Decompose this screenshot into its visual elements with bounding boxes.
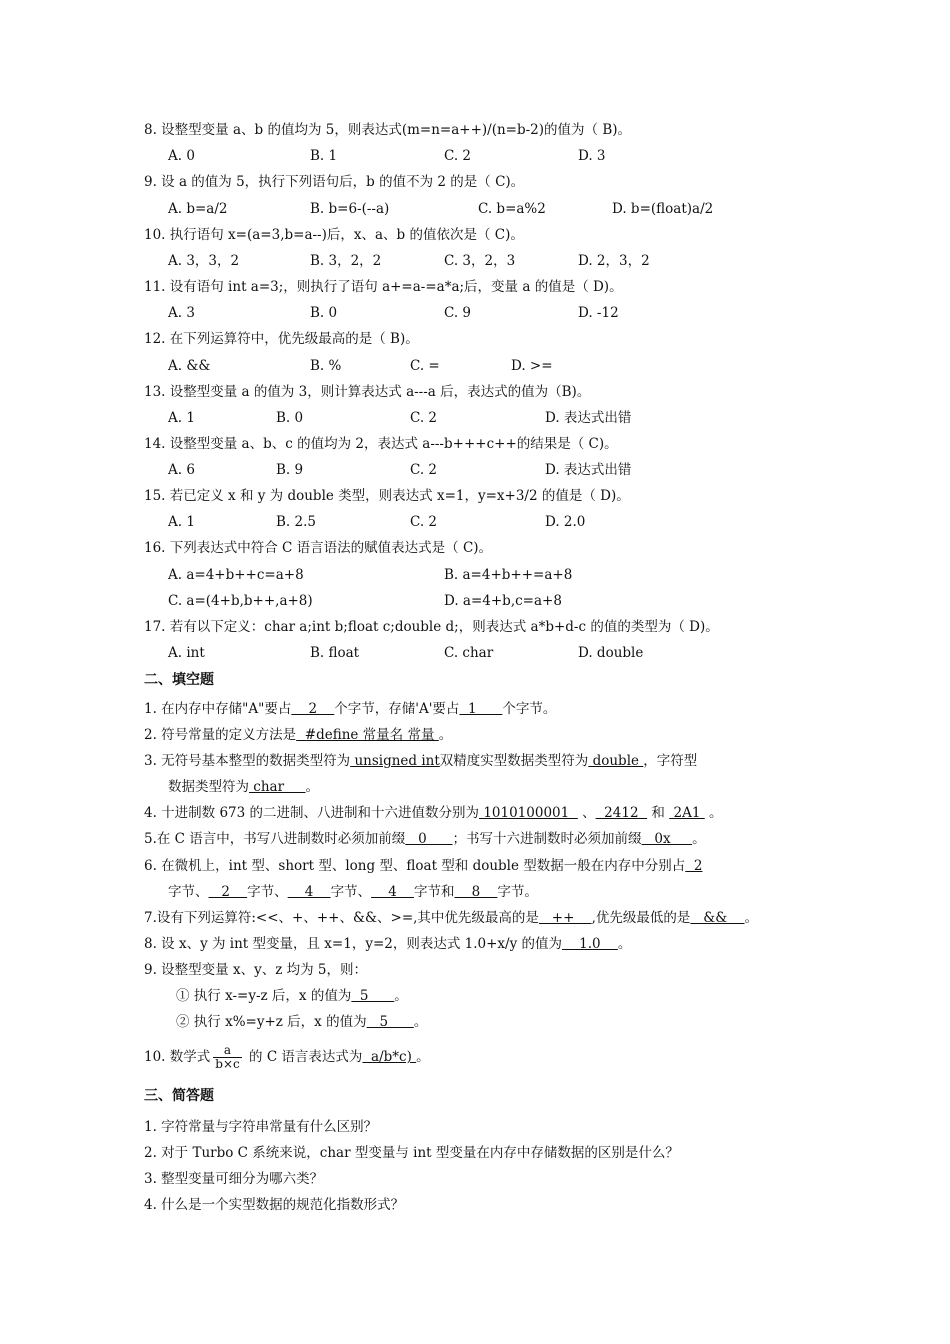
fill-1-text: 1. 在内存中存储"A"要占	[144, 701, 292, 717]
option-16c: C. a=(4+b,b++,a+8)	[168, 593, 313, 609]
fill-8-end: 。	[617, 936, 632, 952]
question-8: 8. 设整型变量 a、b 的值均为 5，则表达式(m=n=a++)/(n=b-2)的值为（ B)。	[144, 122, 632, 138]
option-14b: B. 9	[276, 462, 304, 478]
option-12b: B. %	[310, 358, 342, 374]
fill-9b-text: ② 执行 x%=y+z 后，x 的值为	[176, 1014, 367, 1030]
fill-9b-end: 。	[413, 1014, 428, 1030]
option-15c: C. 2	[410, 514, 438, 530]
fraction-denominator: b×c	[215, 1057, 240, 1071]
option-13c: C. 2	[410, 410, 438, 426]
fill-3-text: 3. 无符号基本整型的数据类型符为	[144, 753, 351, 769]
fill-3-blank-2: double	[588, 753, 644, 769]
fill-3-blank-3: char	[249, 779, 306, 795]
fill-8	[144, 934, 631, 954]
fill-7-blank-1: ++	[538, 910, 592, 926]
option-9d: D. b=(float)a/2	[612, 201, 714, 217]
fill-10-text-2: 的 C 语言表达式为	[244, 1049, 363, 1065]
fill-2-blank: #define 常量名 常量	[296, 727, 439, 743]
option-10c: C. 3，2，3	[444, 253, 516, 269]
option-13d: D. 表达式出错	[545, 410, 632, 426]
question-13: 13. 设整型变量 a 的值为 3，则计算表达式 a---a 后，表达式的值为（B)。	[144, 384, 591, 400]
fill-4-blank-2: 2412	[595, 805, 648, 821]
fill-1-text-3: 个字节。	[502, 701, 557, 717]
fill-3-text-2: 双精度实型数据类型符为	[439, 753, 589, 769]
short-question-2: 2. 对于 Turbo C 系统来说，char 型变量与 int 型变量在内存中存储数据的区别是什么？	[144, 1145, 679, 1161]
fill-9: 9. 设整型变量 x、y、z 均为 5，则：	[144, 962, 367, 978]
fill-10	[144, 1042, 430, 1072]
fill-6-line-2	[168, 882, 538, 902]
section-title-short: 三、简答题	[144, 1088, 214, 1104]
option-17d: D. double	[578, 645, 644, 661]
option-16b: B. a=4+b++=a+8	[444, 567, 573, 583]
option-15a: A. 1	[168, 514, 195, 530]
fill-6-end: 字节。	[497, 884, 538, 900]
fill-9b-blank: 5	[366, 1014, 414, 1030]
option-13b: B. 0	[276, 410, 304, 426]
fill-3-blank-1: unsigned int	[350, 753, 440, 769]
fill-2-end: 。	[438, 727, 453, 743]
fill-3-text-4: 数据类型符为	[168, 779, 249, 795]
fill-6-text-4: 字节、	[330, 884, 372, 900]
option-11c: C. 9	[444, 305, 472, 321]
option-11a: A. 3	[168, 305, 195, 321]
option-11b: B. 0	[310, 305, 338, 321]
fill-5-blank-2: 0x	[641, 831, 693, 847]
fill-1-blank-2: 1	[459, 701, 503, 717]
fill-7-blank-2: &&	[690, 910, 745, 926]
option-15d: D. 2.0	[545, 514, 586, 530]
fill-9a-blank: 5	[351, 988, 395, 1004]
fill-4-blank-1: 1010100001	[479, 805, 578, 821]
fill-6-text-2: 字节、	[168, 884, 209, 900]
short-question-1: 1. 字符常量与字符串常量有什么区别？	[144, 1119, 378, 1135]
fill-7-end: 。	[744, 910, 758, 926]
option-15b: B. 2.5	[276, 514, 316, 530]
fill-1	[144, 699, 556, 719]
fill-4	[144, 803, 723, 823]
option-16d: D. a=4+b,c=a+8	[444, 593, 562, 609]
question-12: 12. 在下列运算符中，优先级最高的是（ B)。	[144, 331, 419, 347]
fill-4-text: 4. 十进制数 673 的二进制、八进制和十六进值数分别为	[144, 805, 480, 821]
question-11: 11. 设有语句 int a=3;，则执行了语句 a+=a-=a*a;后，变量 a 的值是（ D)。	[144, 279, 623, 295]
fill-8-blank: 1.0	[562, 936, 618, 952]
fill-5-end: 。	[692, 831, 706, 847]
option-13a: A. 1	[168, 410, 195, 426]
question-10: 10. 执行语句 x=(a=3,b=a--)后，x、a、b 的值依次是（ C)。	[144, 227, 524, 243]
question-15: 15. 若已定义 x 和 y 为 double 类型，则表达式 x=1，y=x+3/2 的值是（ D)。	[144, 488, 630, 504]
fill-6-blank-5: 8	[454, 884, 498, 900]
fill-9-part-2	[176, 1012, 427, 1032]
fill-10-end: 。	[416, 1049, 430, 1065]
option-8d: D. 3	[578, 148, 606, 164]
short-question-4: 4. 什么是一个实型数据的规范化指数形式？	[144, 1197, 405, 1213]
option-9c: C. b=a%2	[478, 201, 546, 217]
option-14c: C. 2	[410, 462, 438, 478]
section-title-fill: 二、填空题	[144, 672, 214, 688]
fill-6-text: 6. 在微机上，int 型、short 型、long 型、float 型和 double 型数据一般在内存中分别占	[144, 858, 686, 874]
option-8b: B. 1	[310, 148, 338, 164]
fill-4-and: 和	[647, 805, 670, 821]
question-17: 17. 若有以下定义：char a;int b;float c;double d;，则表达式 a*b+d-c 的值的类型为（ D)。	[144, 619, 719, 635]
question-14: 14. 设整型变量 a、b、c 的值均为 2，表达式 a---b+++c++的结果是（ C)。	[144, 436, 618, 452]
fill-6-text-3: 字节、	[247, 884, 288, 900]
short-question-3: 3. 整型变量可细分为哪六类？	[144, 1171, 324, 1187]
option-9a: A. b=a/2	[168, 201, 228, 217]
fill-4-sep: 、	[577, 805, 596, 821]
fill-5-blank-1: 0	[405, 831, 453, 847]
fill-6-blank-1: 2	[685, 858, 703, 874]
option-8c: C. 2	[444, 148, 472, 164]
fill-5-text-2: ；书写十六进制数时必须加前缀	[452, 831, 642, 847]
fill-1-text-2: 个字节，存储'A'要占	[334, 701, 460, 717]
option-10d: D. 2，3，2	[578, 253, 650, 269]
fill-7-text: 7.设有下列运算符:<<、+、++、&&、>=,其中优先级最高的是	[144, 910, 539, 926]
fill-9-part-1	[176, 986, 408, 1006]
question-16: 16. 下列表达式中符合 C 语言语法的赋值表达式是（ C)。	[144, 540, 493, 556]
fill-6-blank-2: 2	[208, 884, 248, 900]
option-10b: B. 3，2，2	[310, 253, 382, 269]
fraction-numerator: a	[213, 1044, 241, 1058]
fill-4-end: 。	[704, 805, 723, 821]
fill-6-blank-4: 4	[371, 884, 414, 900]
fill-4-blank-3: 2A1	[669, 805, 705, 821]
fill-9a-text: ① 执行 x-=y-z 后，x 的值为	[176, 988, 352, 1004]
question-9: 9. 设 a 的值为 5，执行下列语句后，b 的值不为 2 的是（ C)。	[144, 174, 525, 190]
option-12d: D. >=	[511, 358, 553, 374]
fill-3-end: 。	[305, 779, 320, 795]
fill-6-line-1	[144, 856, 702, 876]
fill-1-blank-1: 2	[291, 701, 335, 717]
fill-6-blank-3: 4	[287, 884, 331, 900]
option-8a: A. 0	[168, 148, 195, 164]
option-17b: B. float	[310, 645, 360, 661]
fill-6-text-5: 字节和	[413, 884, 455, 900]
fill-8-text: 8. 设 x、y 为 int 型变量，且 x=1，y=2，则表达式 1.0+x/y 的值为	[144, 936, 562, 952]
option-10a: A. 3，3，2	[168, 253, 240, 269]
fill-2	[144, 725, 452, 745]
fill-5	[144, 829, 706, 849]
fill-3-text-3: ，字符型	[643, 753, 698, 769]
option-14a: A. 6	[168, 462, 195, 478]
option-12c: C. =	[410, 358, 440, 374]
option-16a: A. a=4+b++c=a+8	[168, 567, 304, 583]
fill-9a-end: 。	[394, 988, 408, 1004]
fill-7-text-2: ,优先级最低的是	[591, 910, 691, 926]
fill-7	[144, 908, 758, 928]
fill-3-line-1	[144, 751, 697, 771]
option-17a: A. int	[168, 645, 205, 661]
option-9b: B. b=6-(--a)	[310, 201, 390, 217]
fill-5-text: 5.在 C 语言中，书写八进制数时必须加前缀	[144, 831, 406, 847]
option-12a: A. &&	[168, 358, 211, 374]
fill-10-text: 10. 数学式	[144, 1049, 211, 1065]
fill-2-text: 2. 符号常量的定义方法是	[144, 727, 297, 743]
fill-3-line-2	[168, 777, 319, 797]
option-17c: C. char	[444, 645, 494, 661]
fraction	[213, 1044, 241, 1071]
option-14d: D. 表达式出错	[545, 462, 632, 478]
fill-10-blank: a/b*c)	[362, 1049, 417, 1065]
option-11d: D. -12	[578, 305, 619, 321]
